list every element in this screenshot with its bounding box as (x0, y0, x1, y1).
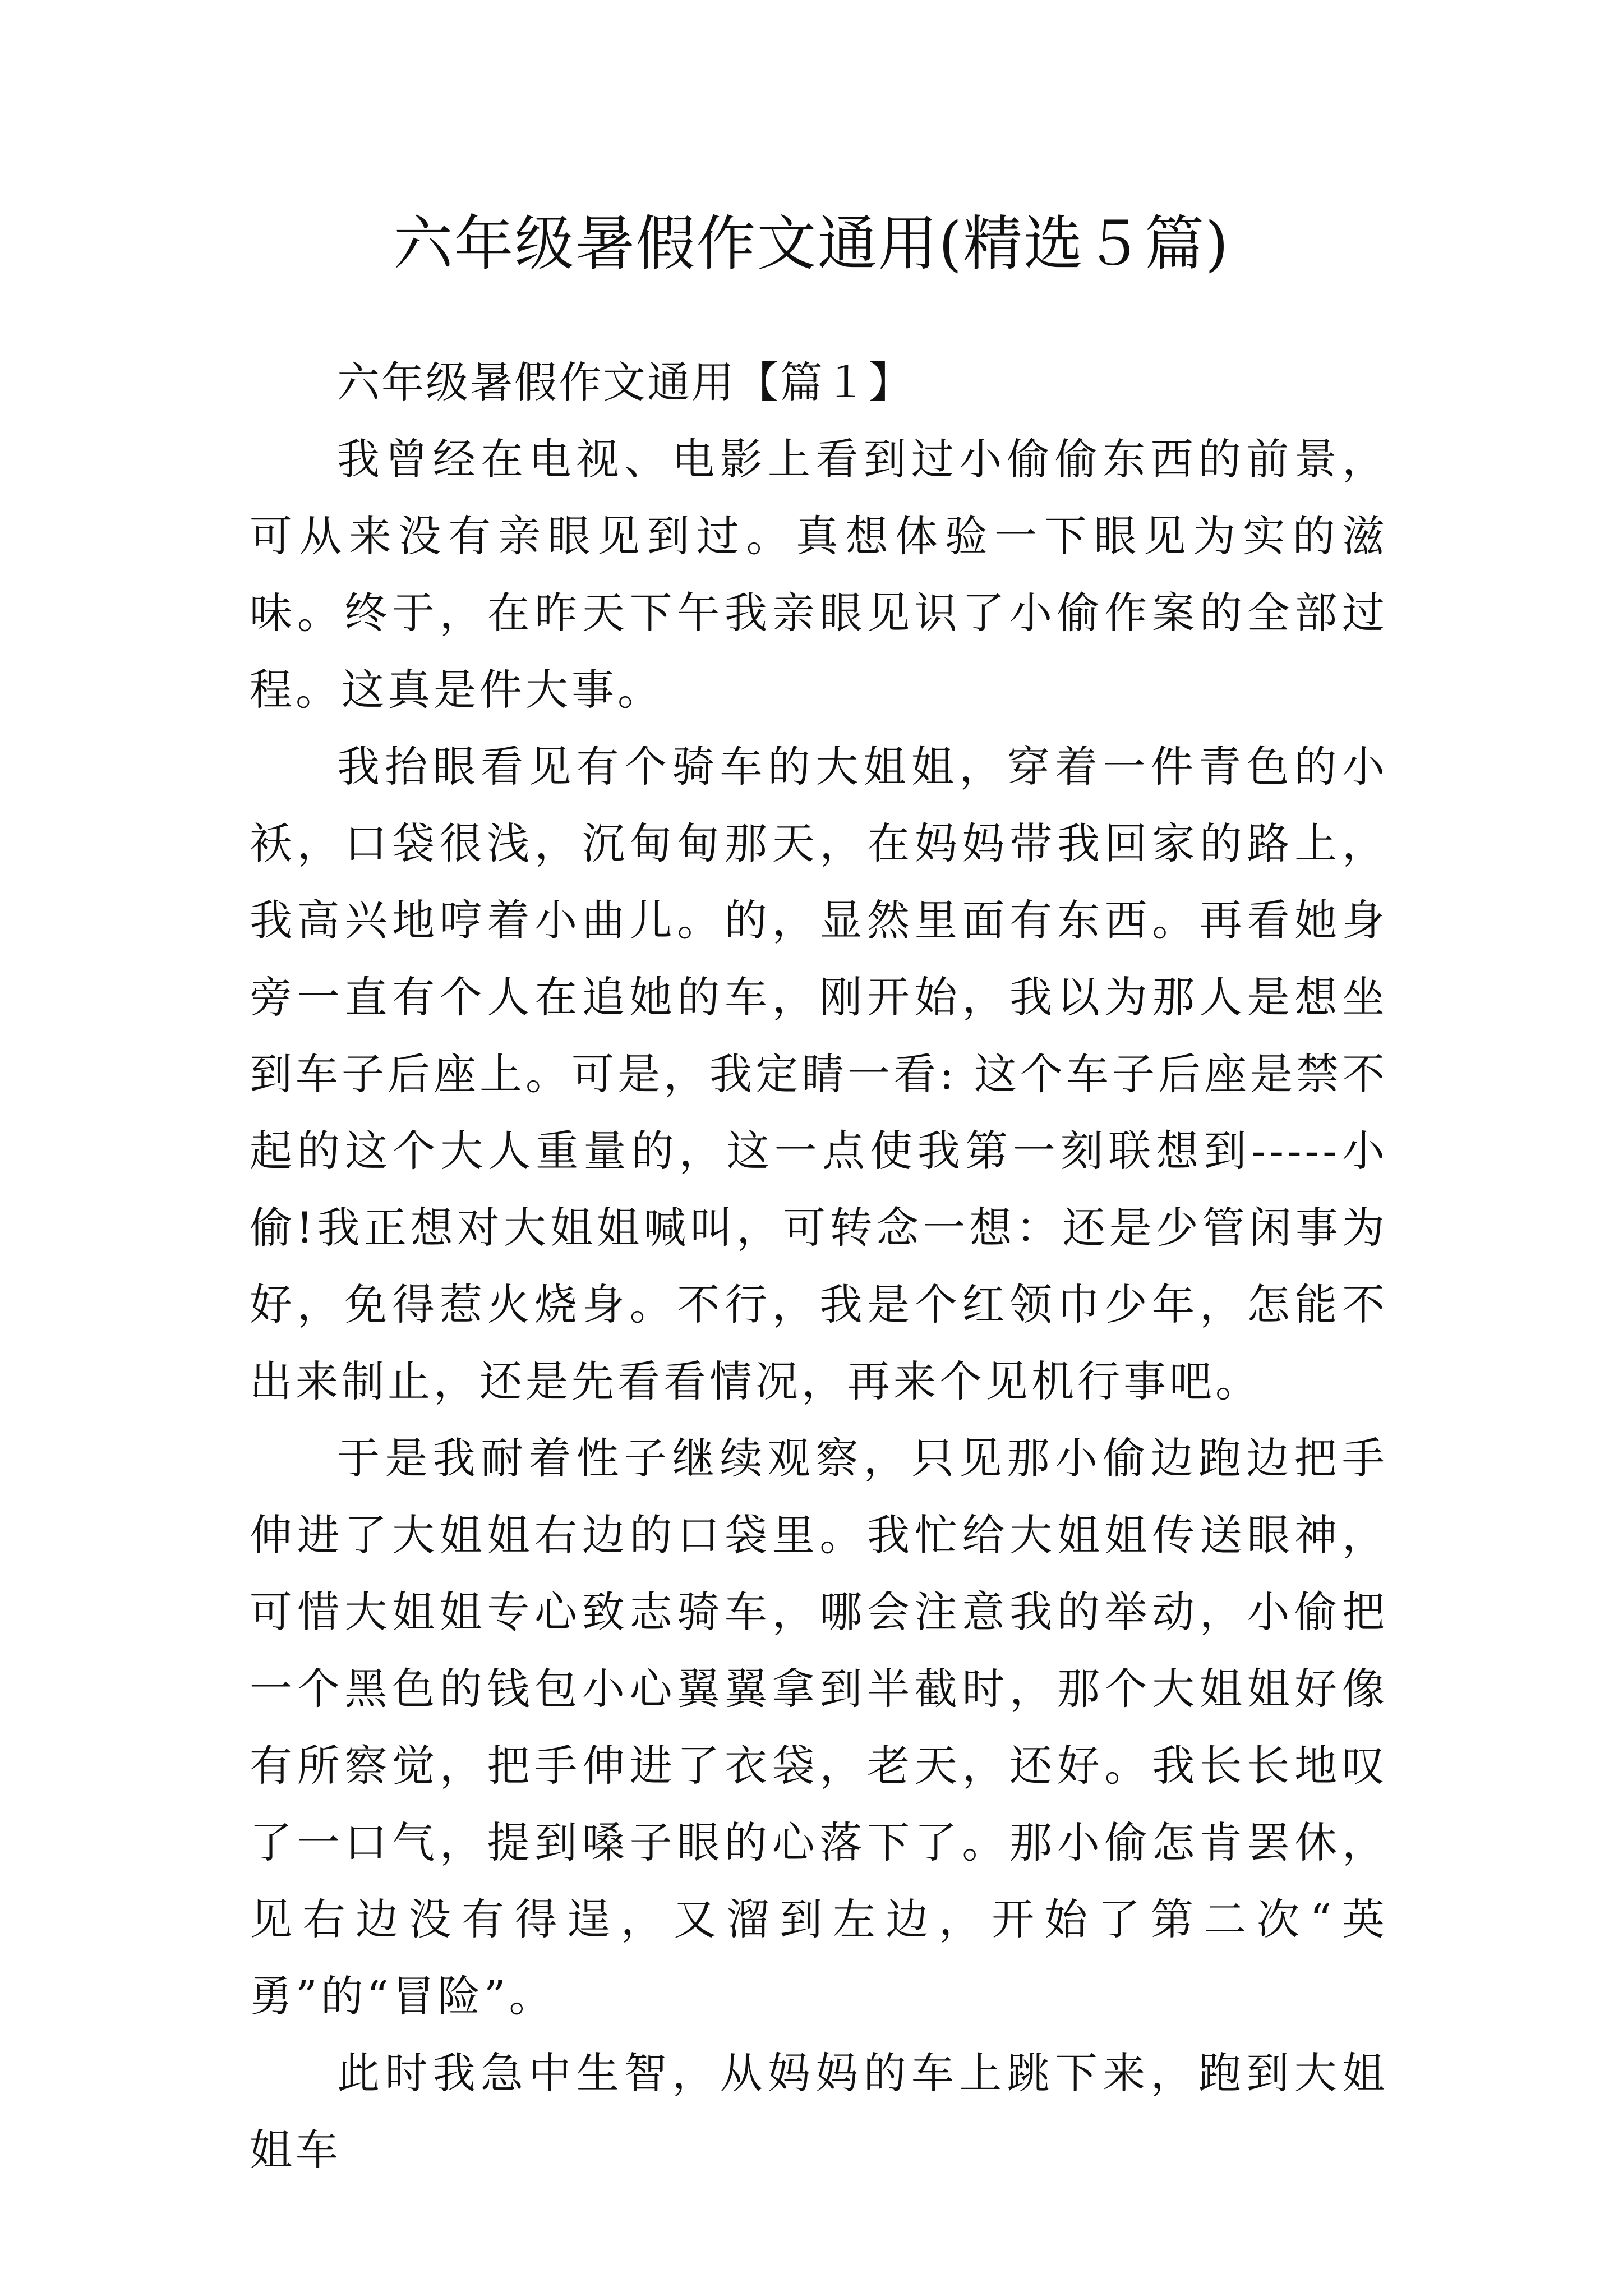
paragraph-3: 于是我耐着性子继续观察，只见那小偷边跑边把手伸进了大姐姐右边的口袋里。我忙给大姐姐传送眼神，可惜大姐姐专心致志骑车，哪会注意我的举动，小偷把一个黑色的钱包小心翼翼拿到半截时，那个大姐姐好像有所察觉，把手伸进了衣袋，老天，还好。我长长地叹了一口气，提到嗓子眼的心落下了。那小偷怎肯罢休，见右边没有得逞，又溜到左边，开始了第二次“英勇”的“冒险”。 (250, 1433, 1388, 2021)
document-title: 六年级暑假作文通用(精选５篇) (393, 209, 1230, 278)
paragraph-1: 我曾经在电视、电影上看到过小偷偷东西的前景，可从来没有亲眼见到过。真想体验一下眼见为实的滋味。终于，在昨天下午我亲眼见识了小偷作案的全部过程。这真是件大事。 (250, 434, 1388, 715)
paragraph-2: 我抬眼看见有个骑车的大姐姐，穿着一件青色的小袄，口袋很浅，沉甸甸那天，在妈妈带我回家的路上，我高兴地哼着小曲儿。的，显然里面有东西。再看她身旁一直有个人在追她的车，刚开始，我以为那人是想坐到车子后座上。可是，我定睛一看: 这个车子后座是禁不起的这个大人重量的，这一点使我第一刻联想到-----小偷!我正想对大姐姐喊叫，可转念一想：还是少管闲事为好，免得惹火烧身。不行，我是个红领巾少年，怎能不出来制止，还是先看看情况，再来个见机行事吧。 (250, 742, 1388, 1406)
paragraph-4: 此时我急中生智，从妈妈的车上跳下来，跑到大姐姐车 (250, 2048, 1388, 2175)
section-heading: 六年级暑假作文通用【篇１】 (337, 357, 913, 407)
document-body (250, 344, 1388, 2188)
